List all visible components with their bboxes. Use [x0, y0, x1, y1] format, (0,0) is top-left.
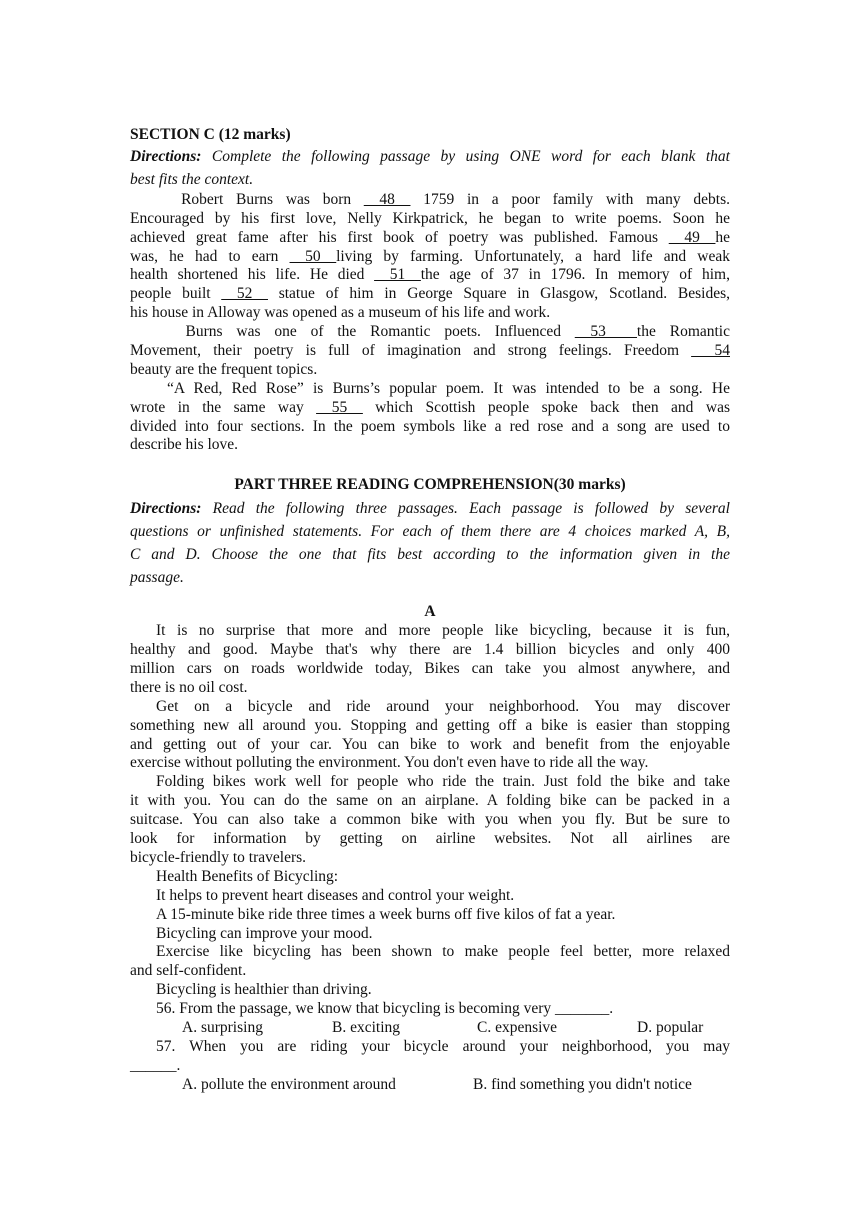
answer-blank: __48__ — [363, 190, 411, 208]
question-57: 57. When you are riding your bicycle around your neighborhood, you may — [156, 1037, 730, 1055]
passage-line — [130, 248, 730, 267]
part-three-heading: PART THREE READING COMPREHENSION(30 marks) — [234, 476, 626, 494]
answer-blank: __53____ — [574, 323, 637, 341]
line-text: wrote in the same way — [130, 398, 317, 416]
directions-text-cont: C and D. Choose the one that fits best according to the information given in the — [130, 546, 730, 564]
answer-blank: __52__ — [221, 285, 268, 303]
passage-line: and getting out of your car. You can bike to work and benefit from the enjoyable — [130, 735, 730, 753]
document-page — [130, 126, 730, 1095]
directions-label: Directions: — [130, 147, 202, 165]
burns-paragraph-1 — [130, 191, 730, 323]
passage-line: look for information by getting on airline websites. Not all airlines are — [130, 830, 730, 848]
passage-line — [130, 210, 730, 229]
answer-blank: __51__ — [374, 266, 421, 284]
passage-line: It is no surprise that more and more people like bicycling, because it is fun, — [156, 622, 730, 640]
directions-text-cont: best fits the context. — [130, 170, 254, 188]
directions-text: Complete the following passage by using ONE word for each blank that — [201, 147, 730, 165]
line-text: statue of him in George Square in Glasgow, Scotland. Besides, — [267, 285, 730, 303]
directions-text-cont: passage. — [130, 569, 184, 587]
passage-line — [130, 191, 730, 210]
burns-paragraph-2 — [130, 323, 730, 380]
passage-line: it with you. You can do the same on an airplane. A folding bike can be packed in a — [130, 792, 730, 810]
part-three-directions — [130, 497, 730, 520]
passage-line: Get on a bicycle and ride around your neighborhood. You may discover — [156, 697, 730, 715]
passage-line: million cars on roads worldwide today, Bikes can take you almost anywhere, and — [130, 660, 730, 678]
line-text: “A Red, Red Rose” is Burns’s popular poem. It was intended to be a song. He — [130, 379, 730, 397]
line-text: his house in Alloway was opened as a museum of his life and work. — [130, 304, 551, 322]
directions-label: Directions: — [130, 500, 202, 518]
line-text: Movement, their poetry is full of imagination and strong feelings. Freedom — [130, 342, 692, 360]
answer-blank: __49__ — [668, 228, 716, 246]
answer-blank: ___54 — [691, 342, 730, 360]
line-text: living by farming. Unfortunately, a hard life and weak — [336, 247, 730, 265]
option-d: D. popular — [637, 1018, 704, 1036]
section-c-heading: SECTION C (12 marks) — [130, 126, 291, 143]
line-text: people built — [130, 285, 222, 303]
passage-line: exercise without polluting the environment. You don't even have to ride all the way. — [130, 754, 649, 772]
passage-label: A — [424, 603, 436, 621]
question-56-options — [130, 1019, 730, 1038]
health-heading: Health Benefits of Bicycling: — [156, 867, 339, 885]
section-c-directions — [130, 145, 730, 168]
line-text: 1759 in a poor family with many debts. — [410, 190, 730, 208]
answer-blank: __50__ — [289, 247, 337, 265]
passage-line — [130, 418, 730, 437]
line-text: health shortened his life. He died — [130, 266, 375, 284]
line-text: Robert Burns was born — [130, 190, 364, 208]
directions-text: Read the following three passages. Each passage is followed by several — [201, 500, 730, 518]
question-57-blank: ______. — [130, 1056, 181, 1074]
passage-line: healthy and good. Maybe that's why there are 1.4 billion bicycles and only 400 — [130, 641, 730, 659]
line-text: the Romantic — [636, 323, 730, 341]
line-text: achieved great fame after his first book of poetry was published. Famous — [130, 228, 669, 246]
health-line: and self-confident. — [130, 962, 247, 980]
question-57-options — [130, 1076, 730, 1095]
passage-line — [130, 361, 730, 380]
line-text: Encouraged by his first love, Nelly Kirkpatrick, he began to write poems. Soon he — [130, 209, 730, 227]
passage-line — [130, 399, 730, 418]
passage-a-paragraphs — [130, 622, 730, 868]
passage-line: Folding bikes work well for people who ride the train. Just fold the bike and take — [156, 773, 730, 791]
option-b: B. find something you didn't notice — [473, 1075, 692, 1093]
passage-line: suitcase. You can also take a common bike with you when you fly. But be sure to — [130, 811, 730, 829]
health-line: It helps to prevent heart diseases and control your weight. — [156, 886, 515, 904]
health-line: Bicycling can improve your mood. — [156, 924, 373, 942]
passage-line — [130, 380, 730, 399]
line-text: divided into four sections. In the poem symbols like a red rose and a song are used to — [130, 417, 730, 435]
line-text: beauty are the frequent topics. — [130, 360, 318, 378]
passage-line — [130, 436, 730, 455]
burns-paragraph-3 — [130, 380, 730, 456]
passage-line — [130, 342, 730, 361]
passage-line: there is no oil cost. — [130, 678, 248, 696]
line-text: which Scottish people spoke back then and was — [362, 398, 730, 416]
answer-blank: __55__ — [316, 398, 363, 416]
option-c: C. expensive — [477, 1018, 558, 1036]
health-line: A 15-minute bike ride three times a week burns off five kilos of fat a year. — [156, 905, 616, 923]
line-text: describe his love. — [130, 436, 239, 454]
health-line: Exercise like bicycling has been shown to make people feel better, more relaxed — [156, 943, 730, 961]
passage-line — [130, 304, 730, 323]
option-a: A. pollute the environment around — [182, 1075, 396, 1093]
option-b: B. exciting — [332, 1018, 401, 1036]
line-text: Burns was one of the Romantic poets. Influenced — [130, 323, 575, 341]
passage-line: bicycle-friendly to travelers. — [130, 848, 307, 866]
option-a: A. surprising — [182, 1018, 263, 1036]
line-text: was, he had to earn — [130, 247, 290, 265]
line-text: he — [715, 228, 730, 246]
passage-line — [130, 323, 730, 342]
passage-line: something new all around you. Stopping and getting off a bike is easier than stopping — [130, 716, 730, 734]
directions-text-cont: questions or unfinished statements. For each of them there are 4 choices marked A, B, — [130, 523, 730, 541]
line-text: the age of 37 in 1796. In memory of him, — [420, 266, 730, 284]
passage-line — [130, 229, 730, 248]
passage-line — [130, 285, 730, 304]
passage-line — [130, 266, 730, 285]
question-56: 56. From the passage, we know that bicycling is becoming very _______. — [156, 1000, 614, 1018]
health-line: Bicycling is healthier than driving. — [156, 981, 372, 999]
